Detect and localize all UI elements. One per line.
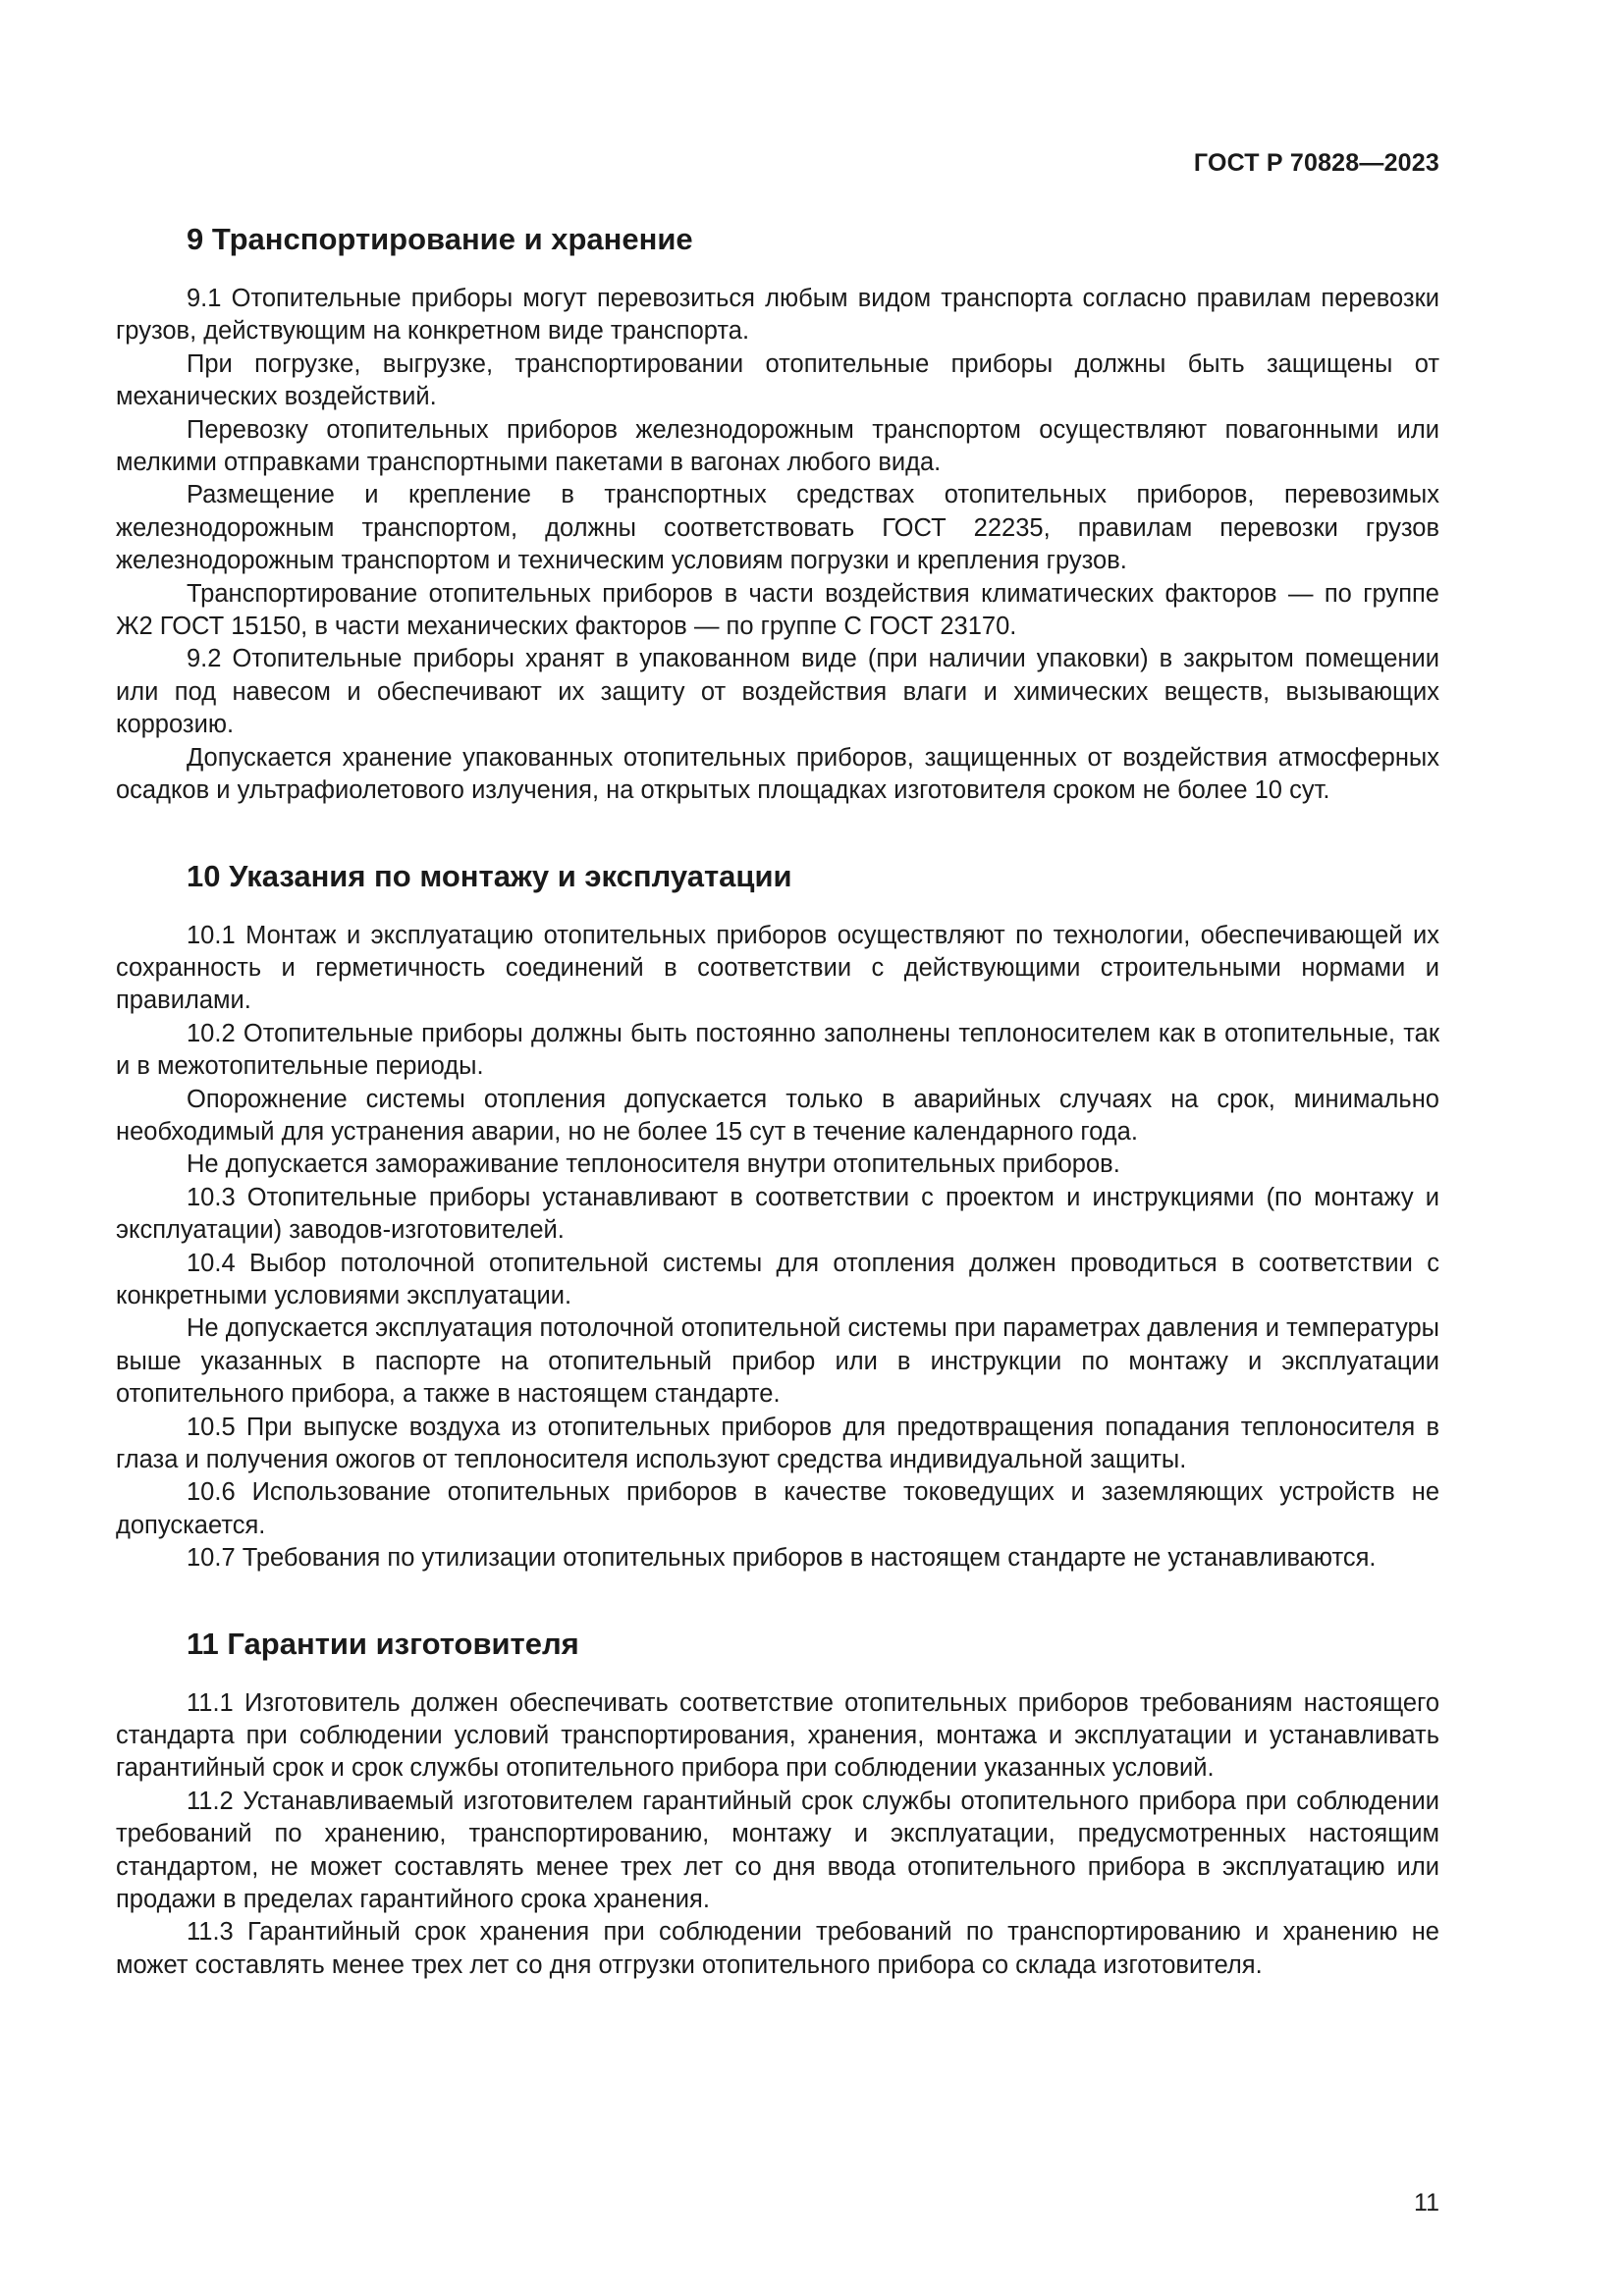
paragraph: Допускается хранение упакованных отопительных приборов, защищенных от воздействия атмосферных осадков и ультрафиолетового излучения, на открытых площадках изготовителя сроком не более 10 сут.	[116, 743, 1439, 805]
paragraph: Не допускается эксплуатация потолочной отопительной системы при параметрах давления и температуры выше указанных в паспорте на отопительный прибор или в инструкции по монтажу и эксплуатации отопительного прибора, а также в настоящем стандарте.	[116, 1314, 1439, 1409]
paragraph: 10.4 Выбор потолочной отопительной системы для отопления должен проводиться в соответствии с конкретными условиями эксплуатации.	[116, 1249, 1439, 1309]
paragraph: 10.3 Отопительные приборы устанавливают в соответствии с проектом и инструкциями (по монтажу и эксплуатации) заводов-изготовителей.	[116, 1183, 1439, 1245]
section-10	[116, 859, 1439, 1575]
page-number: 11	[1414, 2189, 1439, 2216]
paragraph: 11.1 Изготовитель должен обеспечивать соответствие отопительных приборов требованиям настоящего стандарта при соблюдении условий транспортирования, хранения, монтажа и эксплуатации и устанавливать гарантийный срок и срок службы отопительного прибора при соблюдении указанных условий.	[116, 1688, 1439, 1783]
paragraph: 11.2 Устанавливаемый изготовителем гарантийный срок службы отопительного прибора при соблюдении требований по хранению, транспортированию, монтажу и эксплуатации, предусмотренных настоящим стандартом, не может составлять менее трех лет со дня ввода отопительного прибора в эксплуатацию или продажи в пределах гарантийного срока хранения.	[116, 1787, 1439, 1914]
paragraph: Не допускается замораживание теплоносителя внутри отопительных приборов.	[187, 1150, 1120, 1179]
paragraph: Транспортирование отопительных приборов в части воздействия климатических факторов — по группе Ж2 ГОСТ 15150, в части механических факторов — по группе С ГОСТ 23170.	[116, 579, 1439, 641]
paragraph: Перевозку отопительных приборов железнодорожным транспортом осуществляют повагонными или мелкими отправками транспортными пакетами в вагонах любого вида.	[116, 415, 1439, 477]
document-body	[116, 222, 1439, 2033]
paragraph: При погрузке, выгрузке, транспортировании отопительные приборы должны быть защищены от механических воздействий.	[116, 349, 1439, 411]
paragraph: 10.7 Требования по утилизации отопительных приборов в настоящем стандарте не устанавливаются.	[187, 1544, 1377, 1573]
paragraph: 9.2 Отопительные приборы хранят в упакованном виде (при наличии упаковки) в закрытом помещении или под навесом и обеспечивают их защиту от воздействия влаги и химических веществ, вызывающих коррозию.	[116, 645, 1439, 739]
document-code-header: ГОСТ Р 70828—2023	[1193, 149, 1439, 177]
section-title: 10 Указания по монтажу и эксплуатации	[187, 858, 792, 893]
paragraph: 10.5 При выпуске воздуха из отопительных приборов для предотвращения попадания теплоносителя в глаза и получения ожогов от теплоносителя используют средства индивидуальной защиты.	[116, 1413, 1439, 1473]
paragraph: 9.1 Отопительные приборы могут перевозиться любым видом транспорта согласно правилам перевозки грузов, действующим на конкретном виде транспорта.	[116, 285, 1439, 346]
paragraph: 10.2 Отопительные приборы должны быть постоянно заполнены теплоносителем как в отопительные, так и в межотопительные периоды.	[116, 1019, 1439, 1081]
section-11	[116, 1627, 1439, 1983]
paragraph: 11.3 Гарантийный срок хранения при соблюдении требований по транспортированию и хранению не может составлять менее трех лет со дня отгрузки отопительного прибора со склада изготовителя.	[116, 1918, 1439, 1979]
paragraph: 10.6 Использование отопительных приборов в качестве токоведущих и заземляющих устройств не допускается.	[116, 1478, 1439, 1539]
paragraph: Размещение и крепление в транспортных средствах отопительных приборов, перевозимых железнодорожным транспортом, должны соответствовать ГОСТ 22235, правилам перевозки грузов железнодорожным транспортом и техническим условиям погрузки и крепления грузов.	[116, 481, 1439, 575]
section-9	[116, 222, 1439, 808]
section-title: 11 Гарантии изготовителя	[187, 1626, 579, 1661]
paragraph: 10.1 Монтаж и эксплуатацию отопительных приборов осуществляют по технологии, обеспечивающей их сохранность и герметичность соединений в соответствии с действующими строительными нормами и правилами.	[116, 921, 1439, 1015]
section-title: 9 Транспортирование и хранение	[187, 222, 693, 256]
paragraph: Опорожнение системы отопления допускается только в аварийных случаях на срок, минимально необходимый для устранения аварии, но не более 15 сут в течение календарного года.	[116, 1085, 1439, 1146]
